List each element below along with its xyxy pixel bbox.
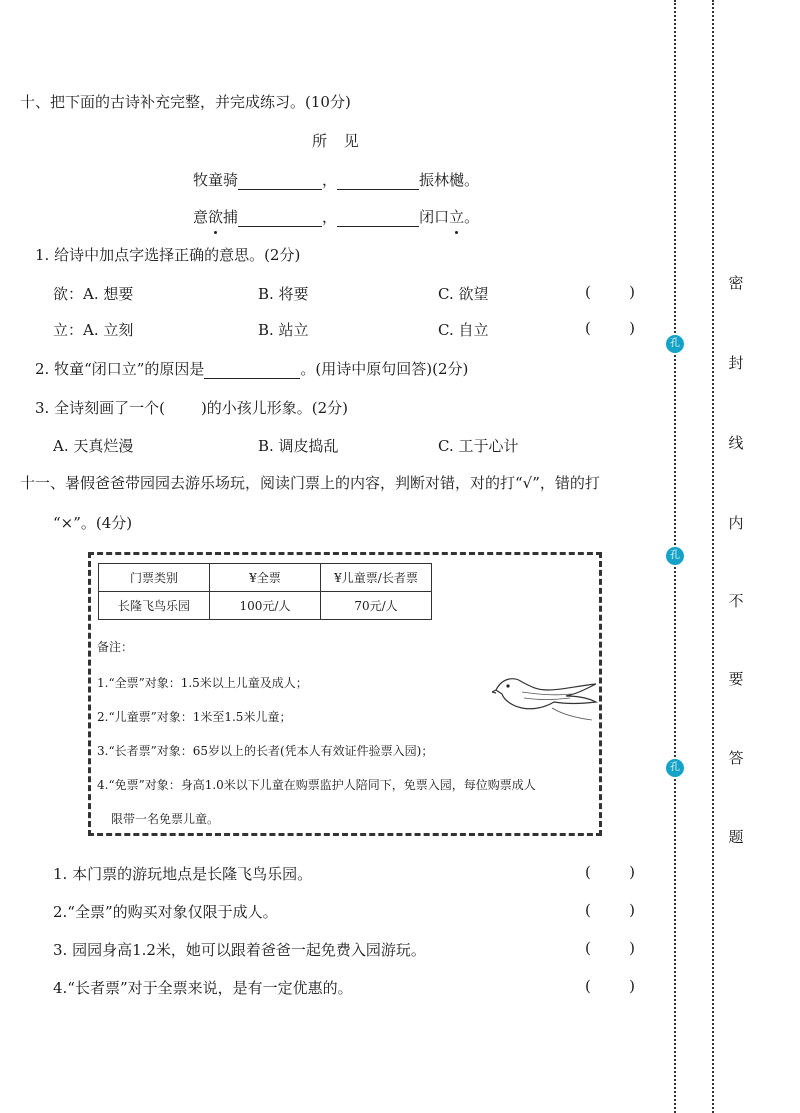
- q2-answer-blank[interactable]: [204, 362, 300, 379]
- notes-title: 备注：: [97, 640, 134, 654]
- statement-4: 4.“长者票”对于全票来说，是有一定优惠的。: [53, 979, 353, 997]
- statement-3-answer[interactable]: ( ): [585, 939, 635, 957]
- statement-3: 3. 园园身高1.2米，她可以跟着爸爸一起免费入园游玩。: [53, 941, 426, 959]
- q1-row1-option-a[interactable]: A. 想要: [83, 285, 134, 303]
- strip-char-nei: 内: [728, 514, 744, 532]
- q1-row2-option-a[interactable]: A. 立刻: [83, 321, 134, 339]
- strip-char-da: 答: [728, 749, 744, 767]
- poem-blank-3[interactable]: [238, 210, 322, 227]
- price-header-full: ¥全票: [210, 564, 321, 592]
- q1-row2-option-c[interactable]: C. 自立: [438, 321, 489, 339]
- q2-stem: 2. 牧童“闭口立”的原因是 。(用诗中原句回答)(2分): [35, 360, 469, 378]
- price-table-row: [99, 592, 432, 620]
- bird-illustration: [492, 668, 600, 726]
- dotted-char-yu: 欲: [208, 208, 224, 226]
- strip-char-mi: 密: [728, 274, 744, 292]
- note-4-cont: 限带一名免票儿童。: [111, 812, 220, 826]
- q1-row1-option-b[interactable]: B. 将要: [258, 285, 309, 303]
- q1-row2-label: 立：A. 立刻: [53, 321, 134, 339]
- price-cell-full: 100元/人: [210, 592, 321, 620]
- price-header-child-senior: ¥儿童票/长者票: [321, 564, 432, 592]
- poem-line-1: [193, 169, 479, 190]
- binding-hole-2: 孔: [666, 547, 684, 565]
- statement-1-answer[interactable]: ( ): [585, 863, 635, 881]
- strip-char-xian: 线: [728, 434, 744, 452]
- strip-char-ti: 题: [728, 828, 744, 846]
- poem-blank-1[interactable]: [238, 173, 322, 190]
- poem-blank-4[interactable]: [337, 210, 419, 227]
- note-1: 1.“全票”对象：1.5米以上儿童及成人；: [97, 676, 308, 690]
- dotted-char-li: 立: [449, 208, 465, 226]
- note-2: 2.“儿童票”对象：1米至1.5米儿童；: [97, 710, 292, 724]
- note-4: 4.“免票”对象：身高1.0米以下儿童在购票监护人陪同下，免票入园，每位购票成人: [97, 778, 536, 792]
- strip-char-feng: 封: [728, 354, 744, 372]
- section10-heading: 十、把下面的古诗补充完整，并完成练习。(10分): [20, 93, 351, 111]
- poem-comma-2: ，: [322, 208, 338, 226]
- price-header-category: 门票类别: [99, 564, 210, 592]
- q3-stem: 3. 全诗刻画了一个( )的小孩儿形象。(2分): [35, 399, 349, 417]
- q1-stem: 1. 给诗中加点字选择正确的意思。(2分): [35, 246, 301, 264]
- q3-option-b[interactable]: B. 调皮捣乱: [258, 437, 339, 455]
- price-cell-child-senior: 70元/人: [321, 592, 432, 620]
- q1-row2-answer[interactable]: ( ): [585, 319, 635, 337]
- strip-char-bu: 不: [728, 592, 744, 610]
- q3-option-a[interactable]: A. 天真烂漫: [53, 437, 134, 455]
- price-cell-venue: 长隆飞鸟乐园: [99, 592, 210, 620]
- binding-hole-3: 孔: [666, 759, 684, 777]
- poem-line1-end: 振林樾。: [419, 171, 480, 189]
- section11-heading-line1: 十一、暑假爸爸带园园去游乐场玩，阅读门票上的内容，判断对错，对的打“√”，错的打: [20, 474, 600, 492]
- poem-title: 所 见: [312, 132, 365, 150]
- strip-char-yao: 要: [728, 670, 744, 688]
- poem-line1-start: 牧童骑: [193, 171, 239, 189]
- section11-heading-line2: “×”。(4分): [53, 514, 133, 532]
- statement-2: 2.“全票”的购买对象仅限于成人。: [53, 903, 278, 921]
- note-3: 3.“长者票”对象：65岁以上的长者(凭本人有效证件验票入园)；: [97, 744, 434, 758]
- statement-1: 1. 本门票的游玩地点是长隆飞鸟乐园。: [53, 865, 313, 883]
- binding-line-right: [712, 0, 714, 1113]
- q3-option-c[interactable]: C. 工于心计: [438, 437, 519, 455]
- statement-4-answer[interactable]: ( ): [585, 977, 635, 995]
- q1-row1-option-c[interactable]: C. 欲望: [438, 285, 489, 303]
- q1-row1-answer[interactable]: ( ): [585, 283, 635, 301]
- price-table: [98, 563, 432, 620]
- q1-row1-label: 欲：A. 想要: [53, 285, 134, 303]
- price-table-header: [99, 564, 432, 592]
- statement-2-answer[interactable]: ( ): [585, 901, 635, 919]
- q1-row2-option-b[interactable]: B. 站立: [258, 321, 309, 339]
- binding-hole-1: 孔: [666, 335, 684, 353]
- poem-line-2: 意欲捕 ， 闭口立。: [193, 208, 480, 226]
- poem-comma-1: ，: [322, 171, 338, 189]
- poem-blank-2[interactable]: [337, 173, 419, 190]
